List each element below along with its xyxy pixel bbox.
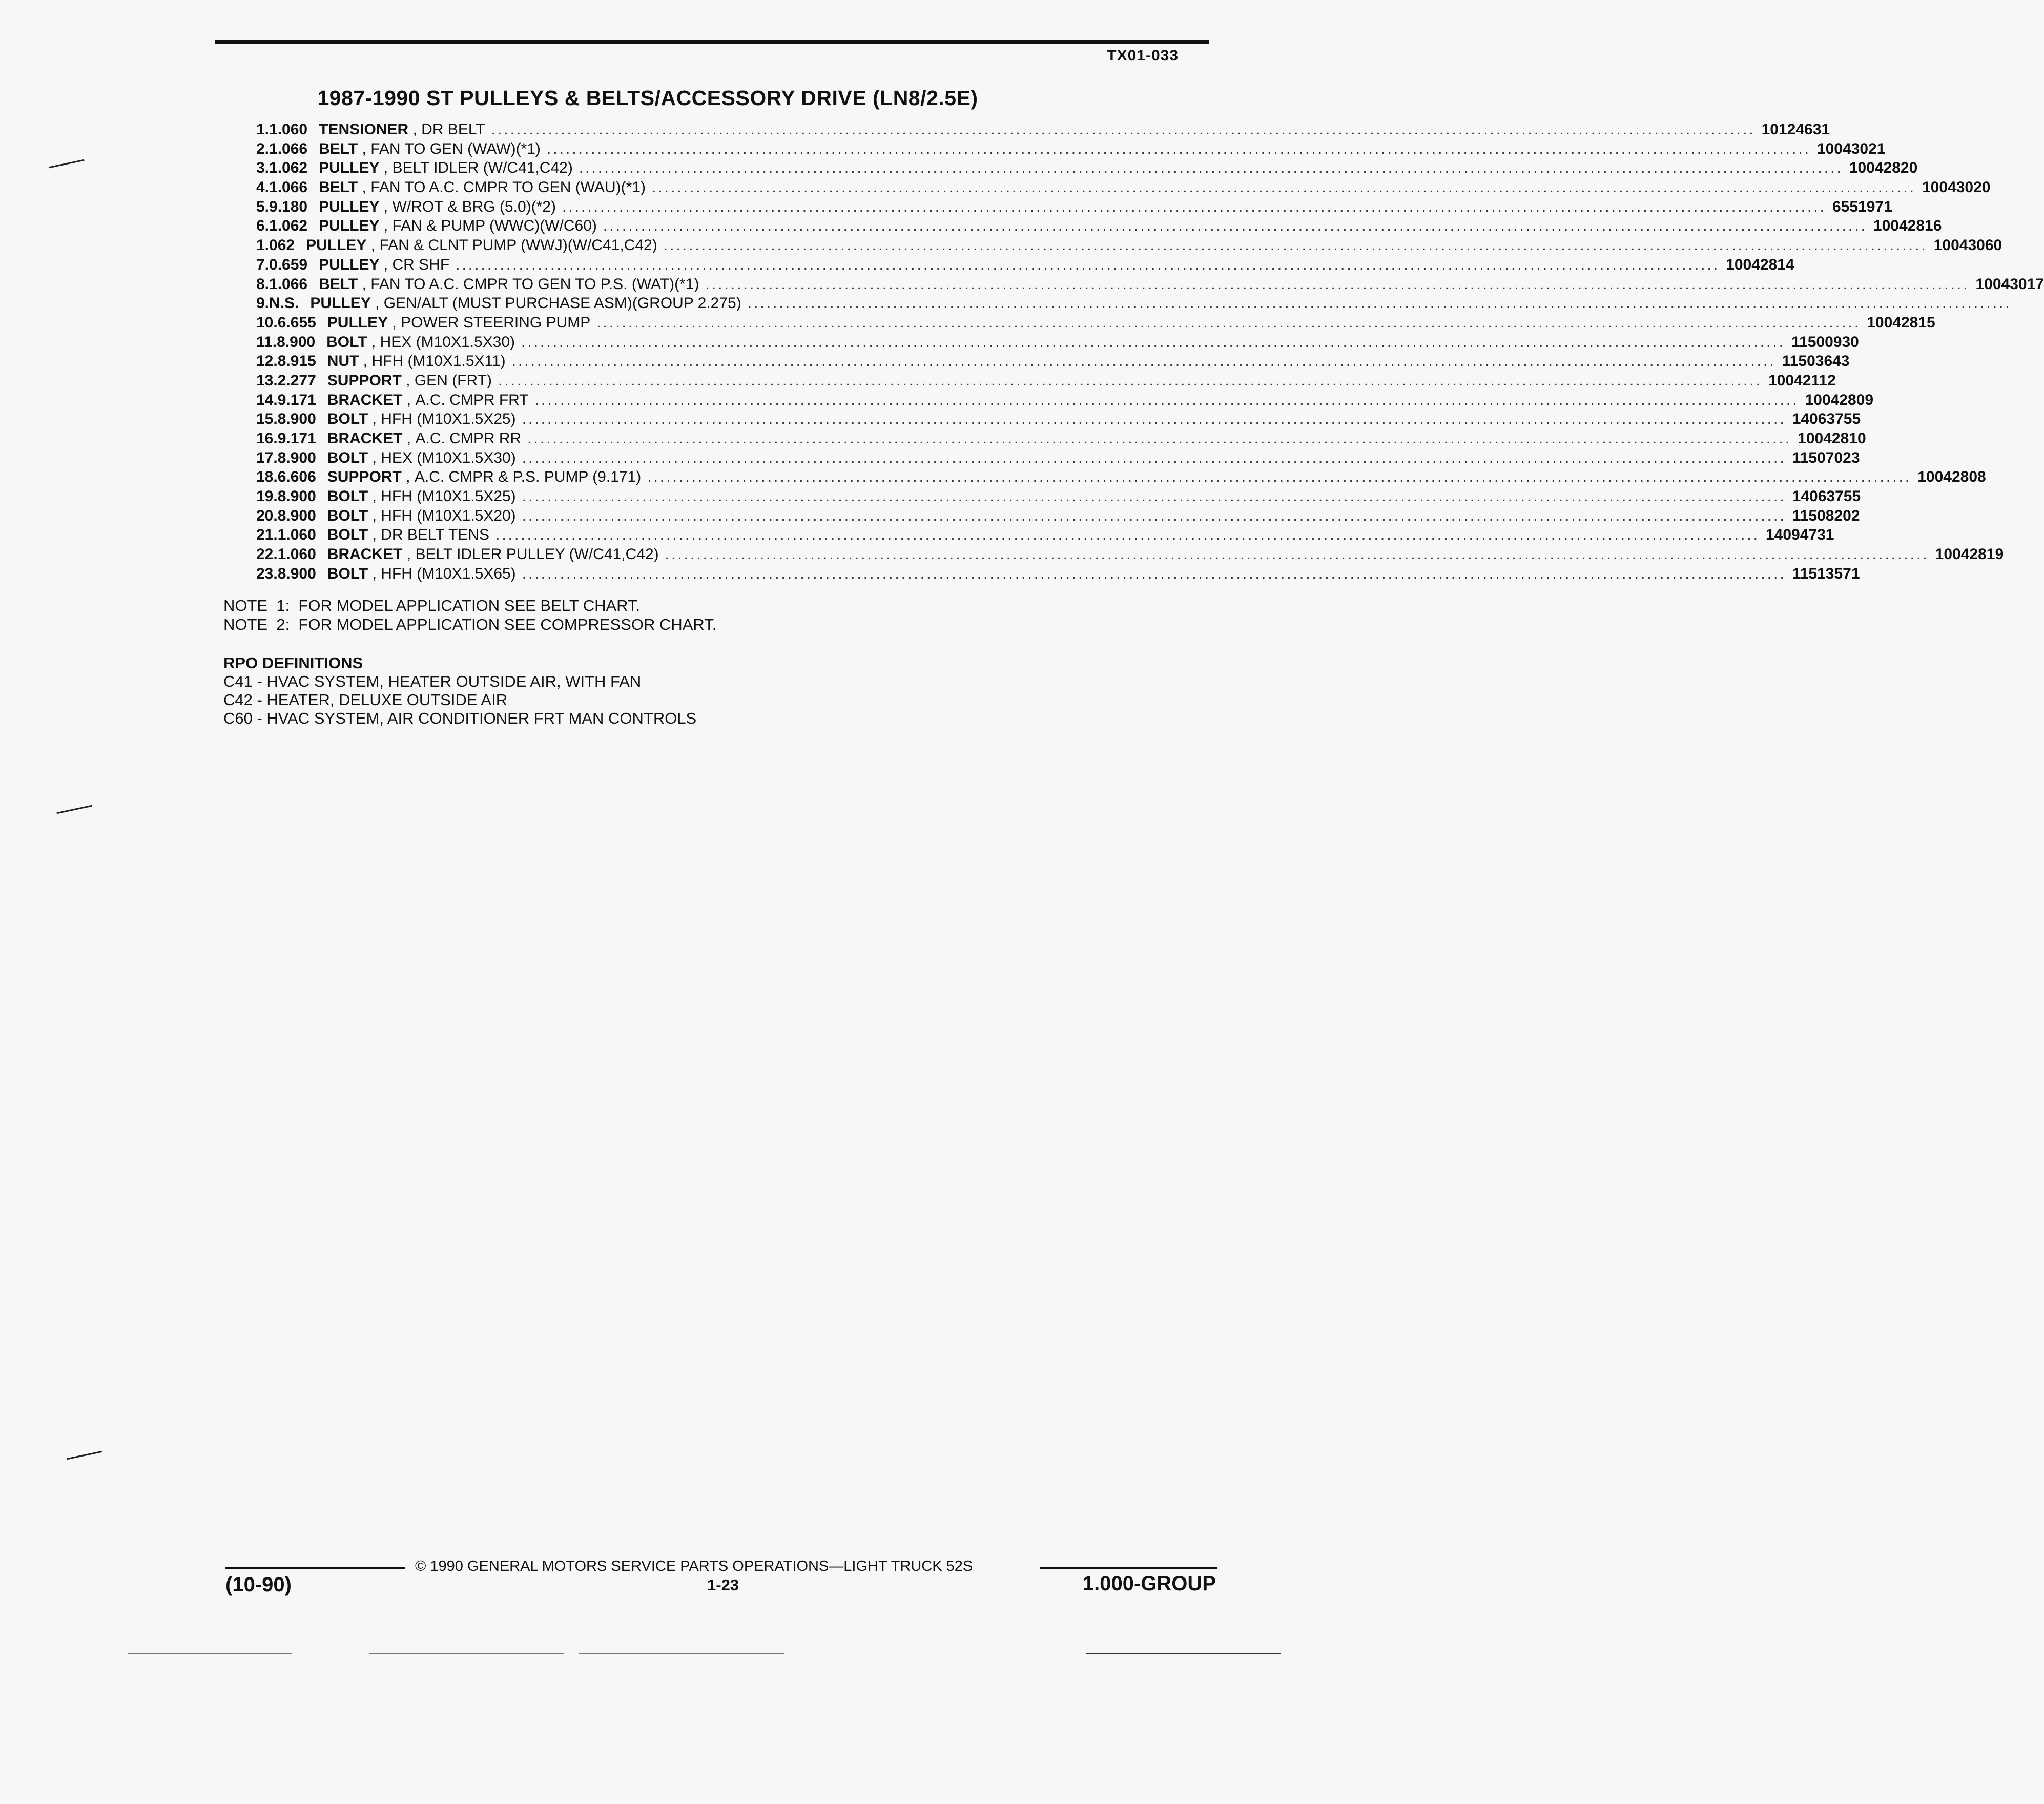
- part-name: PULLEY: [310, 295, 371, 312]
- description-text: [327, 506, 516, 526]
- description-text: [327, 564, 516, 584]
- part-name: BELT: [319, 140, 358, 157]
- separator: ,: [368, 449, 381, 466]
- separator: ,: [366, 237, 380, 254]
- part-row: [256, 525, 1834, 545]
- footer-rule-left: [225, 1567, 405, 1569]
- description-text: [310, 294, 741, 313]
- leader-dots: ........................................................................................................................................................................................................: [534, 391, 1799, 408]
- part-detail: FAN TO A.C. CMPR TO GEN (WAU)(*1): [370, 179, 646, 196]
- part-row: [256, 158, 1918, 178]
- part-detail: DR BELT TENS: [381, 526, 489, 544]
- leader-dots: ........................................................................................................................................................................................................: [546, 140, 1811, 157]
- rpo-definitions: [223, 654, 696, 728]
- part-name: PULLEY: [319, 217, 380, 235]
- part-description: [307, 158, 1849, 178]
- part-number: 10043060: [1933, 237, 2002, 254]
- part-name: BOLT: [327, 488, 368, 505]
- group-number: 2.277: [277, 372, 316, 389]
- part-row: [256, 120, 1830, 139]
- part-detail: DR BELT: [421, 121, 485, 138]
- part-name: PULLEY: [306, 237, 367, 254]
- leader-dots: ........................................................................................................................................................................................................: [491, 121, 1756, 138]
- part-number: 10043017: [1975, 275, 2044, 293]
- separator: ,: [401, 372, 415, 389]
- group-number: 1.062: [269, 217, 308, 235]
- part-detail: HFH (M10X1.5X65): [381, 565, 516, 582]
- separator: ,: [402, 546, 416, 563]
- rpo-heading: RPO DEFINITIONS: [223, 654, 363, 672]
- rpo-item-c42: C42 - HEATER, DELUXE OUTSIDE AIR: [223, 691, 508, 709]
- leader-dots: ........................................................................................................................................................................................................: [579, 159, 1843, 177]
- description-text: [319, 216, 597, 236]
- item-number: 23.: [256, 565, 278, 582]
- part-row: [256, 371, 1836, 391]
- group-number: 9.171: [277, 391, 316, 408]
- part-detail: HFH (M10X1.5X11): [371, 353, 506, 370]
- separator: ,: [379, 159, 393, 177]
- part-name: BOLT: [327, 526, 368, 544]
- part-description: [316, 429, 1798, 448]
- item-number: 8.: [256, 275, 270, 293]
- item-number: 13.: [256, 372, 278, 389]
- description-text: [306, 236, 657, 255]
- separator: ,: [379, 198, 393, 215]
- part-name: PULLEY: [319, 256, 380, 273]
- separator: ,: [370, 295, 384, 312]
- scan-line-3: [579, 1653, 784, 1654]
- separator: ,: [402, 391, 416, 408]
- part-description: [316, 391, 1805, 410]
- part-name: BOLT: [327, 411, 368, 428]
- leader-dots: ........................................................................................................................................................................................................: [665, 546, 1929, 563]
- part-number: 10043021: [1816, 140, 1886, 157]
- leader-dots: ........................................................................................................................................................................................................: [651, 179, 1916, 196]
- part-name: BOLT: [327, 507, 368, 524]
- part-description: [307, 178, 1922, 197]
- item-number: 5.: [256, 198, 270, 215]
- part-description: [307, 120, 1762, 139]
- leader-dots: ........................................................................................................................................................................................................: [663, 237, 1928, 254]
- page-title: 1987-1990 ST PULLEYS & BELTS/ACCESSORY DRIVE (LN8/2.5E): [317, 86, 978, 110]
- part-name: BELT: [319, 179, 358, 196]
- part-detail: FAN TO GEN (WAW)(*1): [370, 140, 541, 157]
- part-description: [307, 197, 1832, 217]
- rpo-item-c41: C41 - HVAC SYSTEM, HEATER OUTSIDE AIR, WITH FAN: [223, 672, 642, 690]
- part-detail: GEN (FRT): [414, 372, 492, 389]
- description-text: [327, 467, 641, 487]
- part-number: 10042815: [1867, 314, 1935, 331]
- part-number: 11503643: [1782, 353, 1850, 370]
- part-detail: HFH (M10X1.5X25): [381, 488, 516, 505]
- group-number: N.S.: [269, 295, 299, 312]
- group-number: 1.066: [269, 179, 308, 196]
- item-number: 22.: [256, 546, 278, 563]
- item-number: 17.: [256, 449, 278, 466]
- part-row: [256, 448, 1860, 468]
- part-description: [295, 236, 1934, 255]
- item-number: 18.: [256, 468, 278, 486]
- part-row: [256, 487, 1861, 506]
- part-row: [256, 216, 1942, 236]
- part-row: [256, 197, 1892, 217]
- separator: ,: [359, 353, 372, 370]
- item-number: 21.: [256, 526, 278, 544]
- part-description: [316, 506, 1792, 526]
- leader-dots: ........................................................................................................................................................................................................: [562, 198, 1826, 215]
- leader-dots: ........................................................................................................................................................................................................: [603, 217, 1867, 235]
- part-number: 14094731: [1765, 526, 1834, 544]
- leader-dots: ........................................................................................................................................................................................................: [456, 256, 1720, 273]
- parts-list: [256, 120, 2044, 584]
- part-description: [307, 275, 1975, 294]
- part-name: BOLT: [326, 333, 367, 351]
- notes: [223, 596, 716, 634]
- part-description: [316, 564, 1792, 584]
- description-text: [319, 158, 573, 178]
- description-text: [327, 409, 516, 429]
- separator: ,: [358, 179, 371, 196]
- item-number: 3.: [256, 159, 270, 177]
- item-number: 15.: [256, 411, 278, 428]
- description-text: [327, 371, 492, 391]
- separator: ,: [367, 333, 380, 351]
- item-number: 11.: [256, 333, 277, 351]
- part-number: 6551971: [1832, 198, 1892, 215]
- leader-dots: ........................................................................................................................................................................................................: [522, 507, 1786, 524]
- scan-line-1: [128, 1653, 292, 1654]
- part-number: 10042810: [1798, 430, 1866, 447]
- part-description: [307, 255, 1726, 275]
- top-rule: [215, 40, 1209, 44]
- leader-dots: ........................................................................................................................................................................................................: [522, 449, 1786, 466]
- part-detail: HFH (M10X1.5X25): [381, 411, 516, 428]
- part-name: BOLT: [327, 449, 368, 466]
- leader-dots: ........................................................................................................................................................................................................: [527, 430, 1792, 447]
- item-number: 16.: [256, 430, 278, 447]
- part-detail: FAN & CLNT PUMP (WWJ)(W/C41,C42): [379, 237, 657, 254]
- scan-line-4: [1086, 1653, 1281, 1654]
- separator: ,: [368, 565, 381, 582]
- description-text: [327, 525, 489, 545]
- separator: ,: [368, 526, 381, 544]
- part-name: BRACKET: [327, 391, 403, 408]
- part-description: [316, 352, 1782, 371]
- item-number: 7.: [256, 256, 270, 273]
- part-name: PULLEY: [327, 314, 388, 331]
- part-detail: HEX (M10X1.5X30): [381, 449, 516, 466]
- part-number: 11500930: [1791, 333, 1859, 351]
- item-number: 6.: [256, 217, 270, 235]
- scan-line-2: [369, 1653, 564, 1654]
- item-number: 9.: [256, 295, 270, 312]
- item-number: 14.: [256, 391, 278, 408]
- separator: ,: [358, 275, 371, 293]
- document-id: TX01-033: [1107, 47, 1179, 64]
- part-row: [256, 352, 1850, 371]
- description-text: [327, 487, 516, 506]
- part-row: [256, 429, 1866, 448]
- note-2: NOTE 2: FOR MODEL APPLICATION SEE COMPRESSOR CHART.: [223, 616, 717, 633]
- part-description: [316, 371, 1768, 391]
- item-number: 10.: [256, 314, 278, 331]
- part-number: 11507023: [1792, 449, 1860, 466]
- part-row: [256, 391, 1874, 410]
- item-number: 19.: [256, 488, 278, 505]
- leader-dots: ........................................................................................................................................................................................................: [522, 565, 1786, 582]
- part-description: [307, 139, 1817, 159]
- part-detail: CR SHF: [392, 256, 450, 273]
- separator: ,: [379, 256, 393, 273]
- item-number: 2.: [256, 140, 270, 157]
- description-text: [319, 255, 449, 275]
- description-text: [327, 448, 516, 468]
- separator: ,: [402, 430, 416, 447]
- description-text: [327, 545, 659, 564]
- leader-dots: ........................................................................................................................................................................................................: [522, 488, 1786, 505]
- part-detail: FAN & PUMP (WWC)(W/C60): [392, 217, 597, 235]
- part-description: [299, 294, 2017, 313]
- part-name: BELT: [319, 275, 358, 293]
- separator: ,: [379, 217, 393, 235]
- part-row: [256, 294, 2012, 313]
- group-number: 8.900: [277, 449, 316, 466]
- separator: ,: [401, 468, 415, 486]
- part-number: 10042814: [1726, 256, 1794, 273]
- description-text: [327, 429, 521, 448]
- item-number: 1.: [256, 121, 270, 138]
- item-number: 4.: [256, 179, 270, 196]
- item-number: 20.: [256, 507, 278, 524]
- part-number: 10124631: [1761, 121, 1830, 138]
- part-description: [315, 333, 1791, 352]
- leader-dots: ........................................................................................................................................................................................................: [647, 468, 1912, 486]
- group-number: 8.900: [277, 333, 316, 351]
- group-number: 6.606: [277, 468, 316, 486]
- group-number: 8.900: [277, 507, 316, 524]
- part-name: BRACKET: [327, 546, 403, 563]
- part-detail: BELT IDLER PULLEY (W/C41,C42): [415, 546, 659, 563]
- part-row: [256, 255, 1794, 275]
- leader-dots: ........................................................................................................................................................................................................: [747, 295, 2012, 312]
- separator: ,: [358, 140, 371, 157]
- part-description: [316, 545, 1935, 564]
- separator: ,: [368, 488, 381, 505]
- group-number: 8.900: [277, 488, 316, 505]
- part-number: 10042819: [1935, 546, 2004, 563]
- leader-dots: ........................................................................................................................................................................................................: [521, 333, 1786, 351]
- part-detail: A.C. CMPR FRT: [415, 391, 529, 408]
- part-row: [256, 409, 1861, 429]
- separator: ,: [368, 507, 381, 524]
- part-detail: W/ROT & BRG (5.0)(*2): [392, 198, 556, 215]
- description-text: [319, 139, 541, 159]
- leader-dots: ........................................................................................................................................................................................................: [498, 372, 1762, 389]
- description-text: [327, 313, 590, 333]
- part-number: 11508202: [1792, 507, 1860, 524]
- leader-dots: ........................................................................................................................................................................................................: [705, 275, 1970, 293]
- group-number: 9.171: [277, 430, 316, 447]
- part-row: [256, 313, 1935, 333]
- part-detail: BELT IDLER (W/C41,C42): [392, 159, 573, 177]
- description-text: [319, 120, 485, 139]
- part-number: 11513571: [1792, 565, 1860, 582]
- part-description: [316, 525, 1766, 545]
- part-row: [256, 236, 2002, 255]
- footer-page-number: 1-23: [707, 1576, 739, 1594]
- part-description: [316, 467, 1917, 487]
- part-name: PULLEY: [319, 159, 380, 177]
- part-detail: HFH (M10X1.5X20): [381, 507, 516, 524]
- separator: ,: [368, 411, 381, 428]
- part-description: [316, 313, 1867, 333]
- part-detail: HEX (M10X1.5X30): [380, 333, 515, 351]
- group-number: 0.659: [269, 256, 308, 273]
- part-name: TENSIONER: [319, 121, 409, 138]
- part-row: [256, 545, 2004, 564]
- rpo-item-c60: C60 - HVAC SYSTEM, AIR CONDITIONER FRT MAN CONTROLS: [223, 709, 697, 727]
- part-number: 10042816: [1873, 217, 1942, 235]
- part-detail: POWER STEERING PUMP: [401, 314, 591, 331]
- footer-copyright: © 1990 GENERAL MOTORS SERVICE PARTS OPERATIONS—LIGHT TRUCK 52S: [415, 1558, 973, 1574]
- part-row: [256, 506, 1860, 526]
- part-number: 10042820: [1849, 159, 1918, 177]
- leader-dots: ........................................................................................................................................................................................................: [522, 411, 1786, 428]
- separator: ,: [408, 121, 422, 138]
- binding-mark-3: [67, 1451, 102, 1460]
- part-detail: A.C. CMPR RR: [415, 430, 522, 447]
- part-number: 10042808: [1917, 468, 1986, 486]
- part-name: PULLEY: [319, 198, 380, 215]
- part-name: NUT: [327, 353, 359, 370]
- part-name: SUPPORT: [327, 468, 402, 486]
- leader-dots: ........................................................................................................................................................................................................: [596, 314, 1861, 331]
- part-number: 14063755: [1792, 488, 1861, 505]
- part-description: [316, 487, 1792, 506]
- part-row: [256, 178, 1991, 197]
- part-name: SUPPORT: [327, 372, 402, 389]
- description-text: [326, 333, 515, 352]
- group-number: 9.180: [269, 198, 308, 215]
- part-detail: GEN/ALT (MUST PURCHASE ASM)(GROUP 2.275): [383, 295, 741, 312]
- group-number: 1.062: [256, 237, 295, 254]
- description-text: [319, 178, 646, 197]
- footer-group: 1.000-GROUP: [1082, 1572, 1216, 1595]
- part-number: 10042809: [1805, 391, 1874, 408]
- group-number: 1.066: [269, 275, 308, 293]
- part-detail: FAN TO A.C. CMPR TO GEN TO P.S. (WAT)(*1): [370, 275, 699, 293]
- note-1: NOTE 1: FOR MODEL APPLICATION SEE BELT CHART.: [223, 597, 641, 614]
- group-number: 1.060: [269, 121, 308, 138]
- group-number: 1.066: [269, 140, 308, 157]
- part-number: 10043020: [1922, 179, 1991, 196]
- leader-dots: ........................................................................................................................................................................................................: [495, 526, 1760, 544]
- group-number: 8.900: [277, 411, 316, 428]
- part-number: 10042112: [1768, 372, 1836, 389]
- group-number: 8.900: [277, 565, 316, 582]
- item-number: 12.: [256, 353, 278, 370]
- part-row: [256, 275, 2044, 294]
- group-number: 1.060: [277, 526, 316, 544]
- part-description: [307, 216, 1873, 236]
- leader-dots: ........................................................................................................................................................................................................: [511, 353, 1776, 370]
- footer-date: (10-90): [225, 1573, 292, 1596]
- description-text: [327, 391, 529, 410]
- part-row: [256, 139, 1886, 159]
- binding-mark-2: [56, 805, 92, 814]
- part-row: [256, 564, 1860, 584]
- part-number: 14063755: [1792, 411, 1861, 428]
- part-name: BOLT: [327, 565, 368, 582]
- group-number: 1.060: [277, 546, 316, 563]
- part-description: [316, 448, 1792, 468]
- group-number: 1.062: [269, 159, 308, 177]
- part-row: [256, 333, 1859, 352]
- description-text: [319, 275, 699, 294]
- group-number: 6.655: [277, 314, 316, 331]
- description-text: [327, 352, 506, 371]
- part-detail: A.C. CMPR & P.S. PUMP (9.171): [414, 468, 642, 486]
- footer-rule-right: [1040, 1567, 1217, 1569]
- separator: ,: [388, 314, 401, 331]
- description-text: [319, 197, 556, 217]
- group-number: 8.915: [277, 353, 316, 370]
- part-description: [316, 409, 1792, 429]
- binding-mark-1: [49, 159, 84, 168]
- part-row: [256, 467, 1986, 487]
- part-name: BRACKET: [327, 430, 403, 447]
